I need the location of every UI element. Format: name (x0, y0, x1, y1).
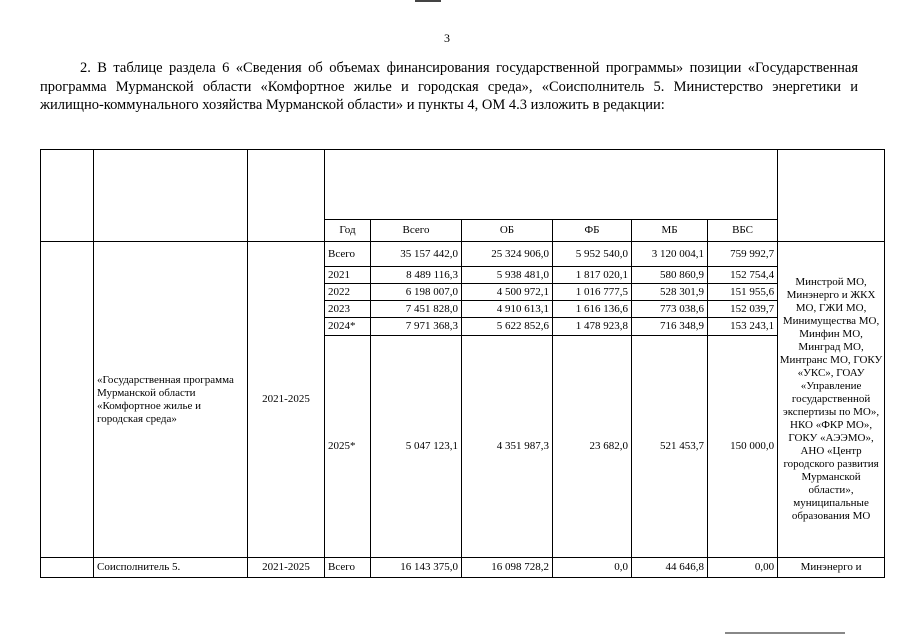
row-vbs: 152 039,7 (708, 301, 778, 318)
cell-name-header (94, 150, 248, 242)
row-ob: 16 098 728,2 (462, 558, 553, 578)
header-ob: ОБ (462, 220, 553, 242)
row-ob: 4 910 613,1 (462, 301, 553, 318)
row-year: 2025* (325, 336, 371, 558)
cell-financing-header (325, 150, 778, 220)
row-ob: 4 351 987,3 (462, 336, 553, 558)
header-year: Год (325, 220, 371, 242)
row-year: 2021 (325, 267, 371, 284)
row-fb: 1 478 923,8 (553, 318, 632, 336)
row-fb: 1 016 777,5 (553, 284, 632, 301)
top-scan-mark (415, 0, 441, 2)
coexecutor-period: 2021-2025 (248, 558, 325, 578)
program-name: «Государственная программа Мурманской области «Комфортное жилье и городская среда» (94, 242, 248, 558)
row-year: 2024* (325, 318, 371, 336)
executors-cell: Минстрой МО, Минэнерго и ЖКХ МО, ГЖИ МО, Минимущества МО, Минфин МО, Минград МО, Минтранс МО, ГОКУ «УКС», ГОАУ «Управление государственной экспертизы по МО», НКО «ФКР МО», ГОКУ «АЭЭМО», АНО «Центр городского развития Мурманской области», муниципальные образования МО (778, 242, 885, 558)
financing-table (40, 149, 885, 578)
cell-executors-header (778, 150, 885, 242)
row-total: 7 971 368,3 (371, 318, 462, 336)
coexecutor-name: Соисполнитель 5. (94, 558, 248, 578)
row-mb: 528 301,9 (632, 284, 708, 301)
row-total: 7 451 828,0 (371, 301, 462, 318)
cell-number (41, 150, 94, 242)
row-ob: 4 500 972,1 (462, 284, 553, 301)
row-ob: 25 324 906,0 (462, 242, 553, 267)
row-mb: 773 038,6 (632, 301, 708, 318)
row-mb: 580 860,9 (632, 267, 708, 284)
row-vbs: 0,00 (708, 558, 778, 578)
row-mb: 716 348,9 (632, 318, 708, 336)
row-fb: 5 952 540,0 (553, 242, 632, 267)
row-year: Всего (325, 242, 371, 267)
program-period: 2021-2025 (248, 242, 325, 558)
header-vbs: ВБС (708, 220, 778, 242)
coexecutor-executors: Минэнерго и (778, 558, 885, 578)
row-fb: 0,0 (553, 558, 632, 578)
header-mb: МБ (632, 220, 708, 242)
row-year: Всего (325, 558, 371, 578)
cell-number (41, 558, 94, 578)
row-total: 5 047 123,1 (371, 336, 462, 558)
row-total: 16 143 375,0 (371, 558, 462, 578)
row-year: 2023 (325, 301, 371, 318)
row-vbs: 150 000,0 (708, 336, 778, 558)
paragraph-text: 2. В таблице раздела 6 «Сведения об объемах финансирования государственной программы» позиции «Государственная программа Мурманской области «Комфортное жилье и городская среда», «Соисполнитель 5. Министерство энергетики и жилищно-коммунального хозяйства Мурманской области» и пункты 4, ОМ 4.3 изложить в редакции: (40, 60, 858, 113)
header-total: Всего (371, 220, 462, 242)
row-fb: 1 616 136,6 (553, 301, 632, 318)
row-ob: 5 622 852,6 (462, 318, 553, 336)
row-total: 8 489 116,3 (371, 267, 462, 284)
page-number: 3 (444, 31, 450, 45)
cell-period-header (248, 150, 325, 242)
row-fb: 1 817 020,1 (553, 267, 632, 284)
table-header-blank-row (41, 150, 885, 220)
table-row (41, 242, 885, 267)
row-total: 6 198 007,0 (371, 284, 462, 301)
row-vbs: 153 243,1 (708, 318, 778, 336)
row-year: 2022 (325, 284, 371, 301)
instruction-paragraph (40, 59, 858, 115)
row-fb: 23 682,0 (553, 336, 632, 558)
table-row-coexecutor (41, 558, 885, 578)
row-mb: 3 120 004,1 (632, 242, 708, 267)
header-fb: ФБ (553, 220, 632, 242)
row-vbs: 759 992,7 (708, 242, 778, 267)
row-vbs: 151 955,6 (708, 284, 778, 301)
row-mb: 521 453,7 (632, 336, 708, 558)
row-total: 35 157 442,0 (371, 242, 462, 267)
row-ob: 5 938 481,0 (462, 267, 553, 284)
row-mb: 44 646,8 (632, 558, 708, 578)
cell-number (41, 242, 94, 558)
row-vbs: 152 754,4 (708, 267, 778, 284)
bottom-scan-mark (725, 632, 845, 634)
